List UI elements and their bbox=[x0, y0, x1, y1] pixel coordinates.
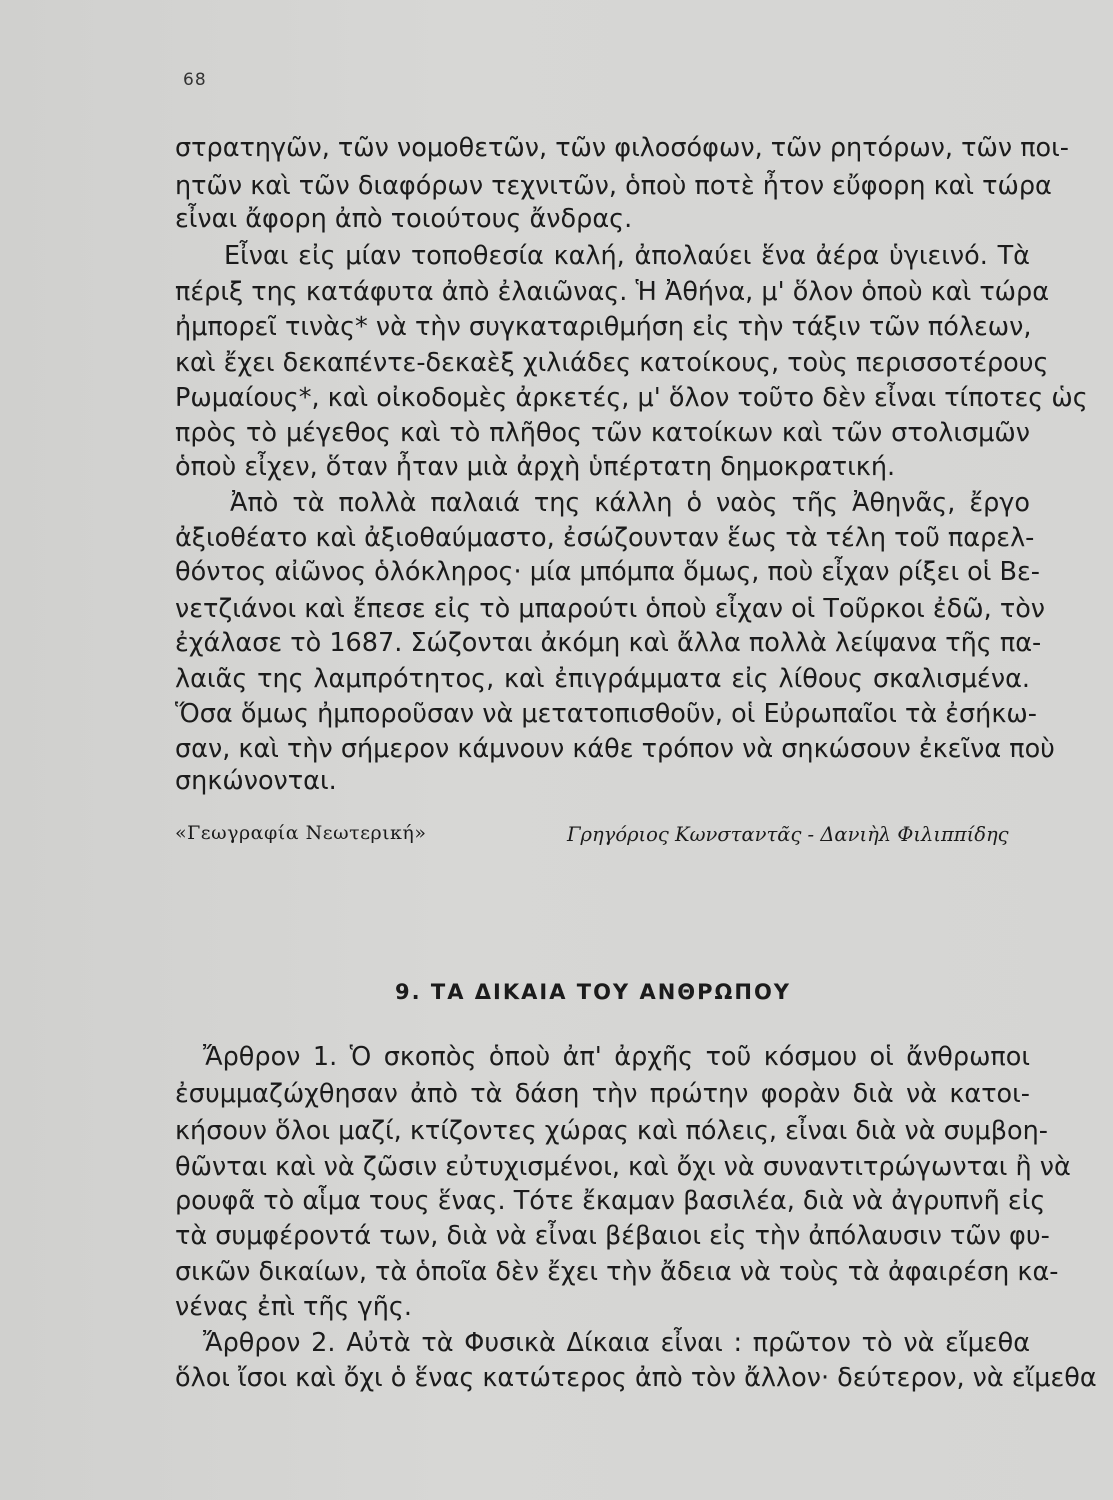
text-line: Ἀπὸ τὰ πολλὰ παλαιά της κάλλη ὁ ναὸς τῆς Ἀθηνᾶς, ἔργο bbox=[230, 488, 1030, 518]
text-line: Ἄρθρον 2. Αὐτὰ τὰ Φυσικὰ Δίκαια εἶναι : πρῶτον τὸ νὰ εἴμεθα bbox=[203, 1328, 1030, 1358]
text-line: εἶναι ἄφορη ἀπὸ τοιούτους ἄνδρας. bbox=[175, 204, 633, 234]
text-line: ἀξιοθέατο καὶ ἀξιοθαύμαστο, ἐσώζουνταν ἕως τὰ τέλη τοῦ παρελ- bbox=[175, 523, 1035, 553]
text-line: ὁποὺ εἶχεν, ὅταν ἦταν μιὰ ἀρχὴ ὑπέρτατη δημοκρατική. bbox=[175, 452, 896, 482]
text-line: Ρωμαίους*, καὶ οἰκοδομὲς ἀρκετές, μ' ὅλον τοῦτο δὲν εἶναι τίποτες ὡς bbox=[175, 383, 1088, 413]
text-line: τὰ συμφέροντά των, διὰ νὰ εἶναι βέβαιοι εἰς τὴν ἀπόλαυσιν τῶν φυ- bbox=[175, 1221, 1050, 1251]
text-line: ρουφᾶ τὸ αἷμα τους ἕνας. Τότε ἔκαμαν βασιλέα, διὰ νὰ ἀγρυπνῆ εἰς bbox=[175, 1186, 1046, 1216]
text-line: νετζιάνοι καὶ ἔπεσε εἰς τὸ μπαρούτι ὁποὺ εἶχαν οἱ Τοῦρκοι ἐδῶ, τὸν bbox=[175, 594, 1046, 624]
text-line: Ἄρθρον 1. Ὁ σκοπὸς ὁποὺ ἀπ' ἀρχῆς τοῦ κόσμου οἱ ἄνθρωποι bbox=[203, 1042, 1030, 1072]
text-line: κήσουν ὅλοι μαζί, κτίζοντες χώρας καὶ πόλεις, εἶναι διὰ νὰ συμβοη- bbox=[175, 1116, 1049, 1146]
page-number: 68 bbox=[183, 70, 207, 90]
text-line: Ὅσα ὅμως ἠμποροῦσαν νὰ μετατοπισθοῦν, οἱ Εὐρωπαῖοι τὰ ἐσήκω- bbox=[175, 699, 1037, 729]
text-line: ητῶν καὶ τῶν διαφόρων τεχνιτῶν, ὁποὺ ποτὲ ἦτον εὔφορη καὶ τώρα bbox=[175, 171, 1052, 201]
text-line: στρατηγῶν, τῶν νομοθετῶν, τῶν φιλοσόφων, τῶν ρητόρων, τῶν ποι- bbox=[175, 133, 1069, 163]
source-title: «Γεωγραφία Νεωτερική» bbox=[175, 822, 427, 844]
text-line: πρὸς τὸ μέγεθος καὶ τὸ πλῆθος τῶν κατοίκων καὶ τῶν στολισμῶν bbox=[175, 418, 1030, 448]
text-line: σικῶν δικαίων, τὰ ὁποῖα δὲν ἔχει τὴν ἄδεια νὰ τοὺς τὰ ἀφαιρέση κα- bbox=[175, 1257, 1059, 1287]
section-heading: 9. ΤΑ ΔΙΚΑΙΑ ΤΟΥ ΑΝΘΡΩΠΟΥ bbox=[395, 980, 792, 1004]
text-line: ἐσυμμαζώχθησαν ἀπὸ τὰ δάση τὴν πρώτην φορὰν διὰ νὰ κατοι- bbox=[175, 1079, 1030, 1109]
text-line: λαιᾶς της λαμπρότητος, καὶ ἐπιγράμματα εἰς λίθους σκαλισμένα. bbox=[175, 664, 1030, 694]
text-line: Εἶναι εἰς μίαν τοποθεσία καλή, ἀπολαύει ἕνα ἀέρα ὑγιεινό. Τὰ bbox=[224, 241, 1030, 271]
text-line: ὅλοι ἴσοι καὶ ὄχι ὁ ἕνας κατώτερος ἀπὸ τὸν ἄλλον· δεύτερον, νὰ εἴμεθα bbox=[175, 1363, 1097, 1393]
text-line: θῶνται καὶ νὰ ζῶσιν εὐτυχισμένοι, καὶ ὄχι νὰ συναντιτρώγωνται ἢ νὰ bbox=[175, 1152, 1071, 1182]
text-line: ἐχάλασε τὸ 1687. Σώζονται ἀκόμη καὶ ἄλλα πολλὰ λείψανα τῆς πα- bbox=[175, 628, 1042, 658]
text-line: θόντος αἰῶνος ὁλόκληρος· μία μπόμπα ὅμως, ποὺ εἶχαν ρίξει οἱ Βε- bbox=[175, 557, 1040, 587]
text-line: σαν, καὶ τὴν σήμερον κάμνουν κάθε τρόπον νὰ σηκώσουν ἐκεῖνα ποὺ bbox=[175, 734, 1055, 764]
text-line: πέριξ της κατάφυτα ἀπὸ ἐλαιῶνας. Ἡ Ἀθήνα, μ' ὅλον ὁποὺ καὶ τώρα bbox=[175, 277, 1050, 307]
text-line: νένας ἐπὶ τῆς γῆς. bbox=[175, 1292, 412, 1322]
text-line: ἠμπορεῖ τινὰς* νὰ τὴν συγκαταριθμήση εἰς τὴν τάξιν τῶν πόλεων, bbox=[175, 312, 1032, 342]
text-line: σηκώνονται. bbox=[175, 766, 337, 796]
text-line: καὶ ἔχει δεκαπέντε-δεκαὲξ χιλιάδες κατοίκους, τοὺς περισσοτέρους bbox=[175, 348, 1049, 378]
source-authors: Γρηγόριος Κωνσταντᾶς - Δανιὴλ Φιλιππίδης bbox=[567, 823, 1009, 846]
